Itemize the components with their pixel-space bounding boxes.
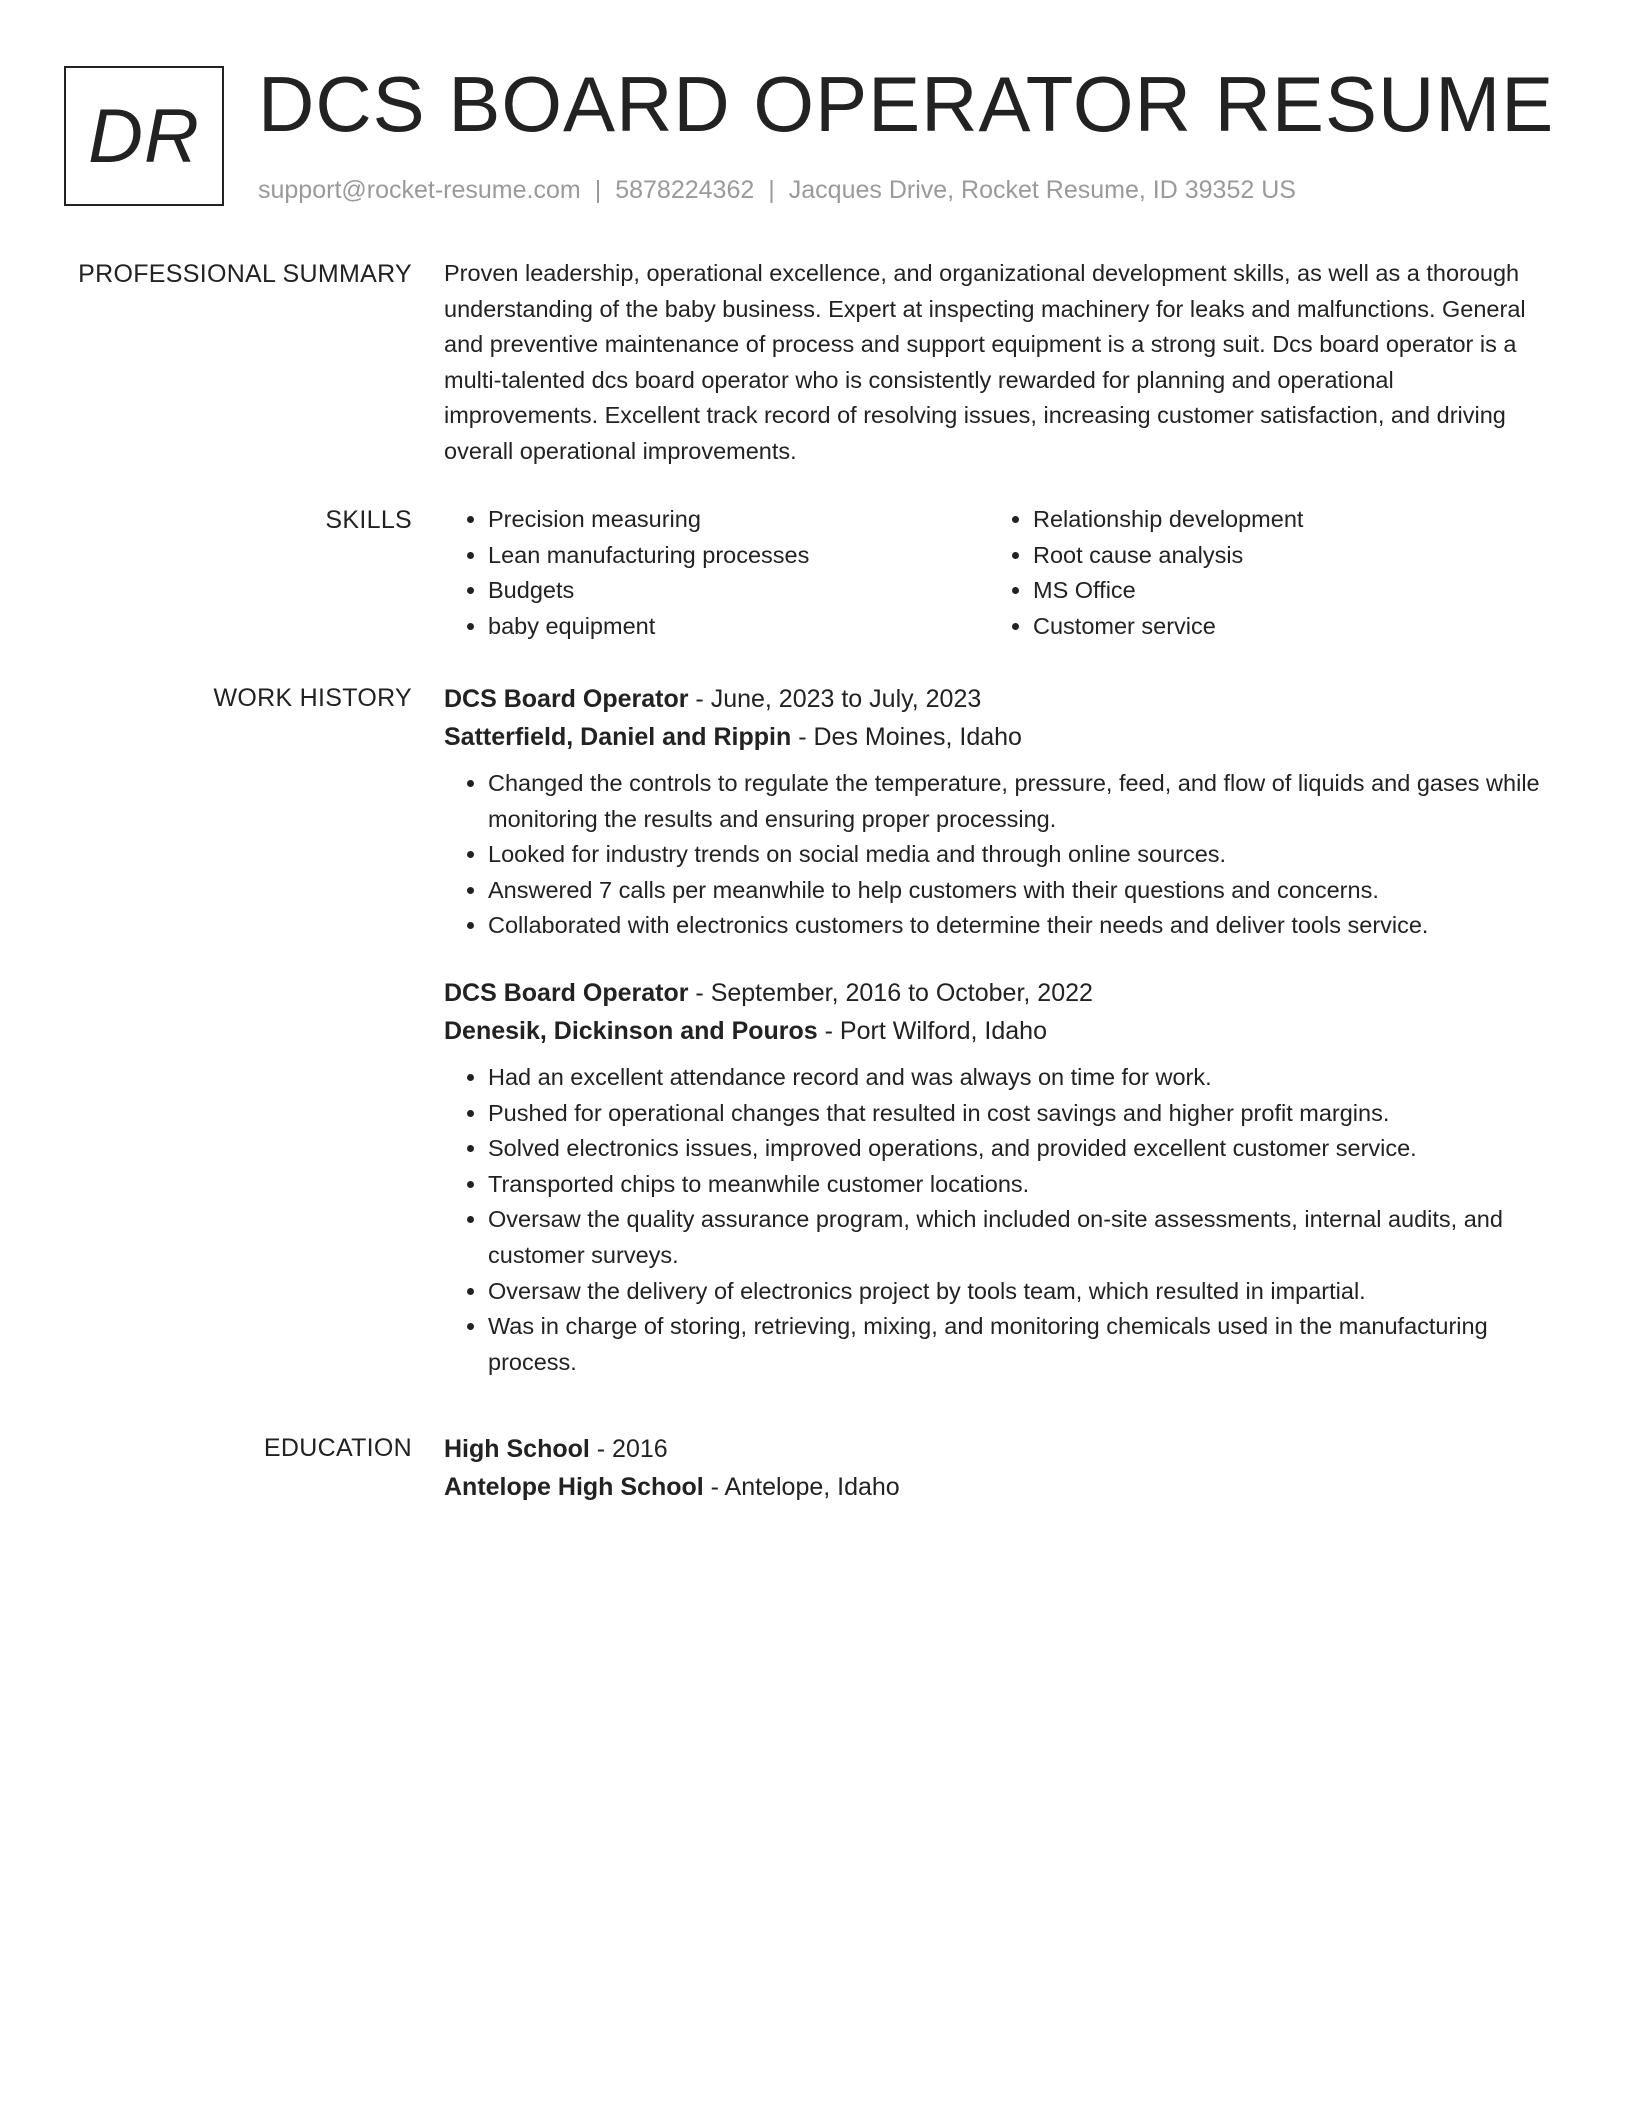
job-dates: - September, 2016 to October, 2022 bbox=[688, 978, 1093, 1007]
job-bullet: • Had an excellent attendance record and was always on time for work. bbox=[488, 1060, 1554, 1096]
company-location: - Des Moines, Idaho bbox=[791, 723, 1022, 751]
job-bullet: • Solved electronics issues, improved operations, and provided excellent customer service. bbox=[488, 1131, 1554, 1167]
job-bullet: • Changed the controls to regulate the temperature, pressure, feed, and flow of liquids and gases while monitoring the results and ensuring proper processing. bbox=[488, 766, 1554, 837]
skills-column-left bbox=[444, 502, 989, 644]
company-line bbox=[444, 718, 1554, 756]
contact-separator: | bbox=[768, 176, 775, 204]
job-entry bbox=[444, 680, 1554, 944]
job-title-line bbox=[444, 974, 1554, 1012]
work-history-body bbox=[444, 680, 1554, 1380]
skills-body bbox=[444, 502, 1554, 644]
contact-line bbox=[258, 174, 1296, 207]
job-bullet: • Oversaw the delivery of electronics project by tools team, which resulted in impartial. bbox=[488, 1274, 1554, 1310]
summary-heading: PROFESSIONAL SUMMARY bbox=[78, 260, 412, 288]
skill-item: • Precision measuring bbox=[488, 502, 989, 538]
job-dates: - June, 2023 to July, 2023 bbox=[688, 685, 982, 713]
skill-item: • Lean manufacturing processes bbox=[488, 538, 989, 574]
job-bullet: • Answered 7 calls per meanwhile to help customers with their questions and concerns. bbox=[488, 873, 1554, 909]
skills-heading: SKILLS bbox=[325, 506, 412, 534]
contact-phone: 5878224362 bbox=[615, 176, 755, 204]
job-bullet: • Was in charge of storing, retrieving, mixing, and monitoring chemicals used in the manufacturing process. bbox=[488, 1309, 1554, 1380]
contact-address: Jacques Drive, Rocket Resume, ID 39352 US bbox=[788, 176, 1296, 204]
skill-item: • Budgets bbox=[488, 573, 989, 609]
skills-column-right bbox=[989, 502, 1534, 644]
school-location: - Antelope, Idaho bbox=[703, 1473, 900, 1501]
skill-item: • baby equipment bbox=[488, 609, 989, 645]
company-name: Satterfield, Daniel and Rippin bbox=[444, 723, 792, 751]
contact-email: support@rocket-resume.com bbox=[258, 176, 581, 204]
skill-item: • Root cause analysis bbox=[1033, 538, 1534, 574]
job-title: DCS Board Operator bbox=[444, 978, 689, 1007]
job-bullet: • Oversaw the quality assurance program, which included on-site assessments, internal audits, and customer surveys. bbox=[488, 1202, 1554, 1273]
job-entry bbox=[444, 974, 1554, 1380]
work-history-heading: WORK HISTORY bbox=[213, 684, 412, 712]
contact-separator: | bbox=[594, 176, 602, 204]
school-name: Antelope High School bbox=[444, 1473, 704, 1501]
job-bullet: • Transported chips to meanwhile customer locations. bbox=[488, 1167, 1554, 1203]
degree-line bbox=[444, 1430, 1554, 1468]
job-bullets bbox=[444, 766, 1554, 944]
company-name: Denesik, Dickinson and Pouros bbox=[444, 1016, 818, 1045]
summary-text: Proven leadership, operational excellence, and organizational development skills, as well as a thorough understanding of the baby business. Expert at inspecting machinery for leaks and malfunctions. General and preventive maintenance of process and support equipment is a strong suit. Dcs board operator is a multi-talented dcs board operator who is consistently rewarded for planning and operational improvements. Excellent track record of resolving issues, increasing customer satisfaction, and driving overall operational improvements. bbox=[444, 260, 1526, 464]
summary-body bbox=[444, 256, 1554, 470]
skill-item: • MS Office bbox=[1033, 573, 1534, 609]
skill-item: • Relationship development bbox=[1033, 502, 1534, 538]
education-body bbox=[444, 1430, 1554, 1506]
skill-item: • Customer service bbox=[1033, 609, 1534, 645]
job-bullets bbox=[444, 1060, 1554, 1380]
job-title-line bbox=[444, 680, 1554, 718]
job-bullet: • Collaborated with electronics customers to determine their needs and deliver tools service. bbox=[488, 908, 1554, 944]
education-heading: EDUCATION bbox=[263, 1434, 412, 1462]
job-bullet: • Looked for industry trends on social media and through online sources. bbox=[488, 837, 1554, 873]
degree-year: - 2016 bbox=[589, 1435, 668, 1463]
company-line bbox=[444, 1012, 1554, 1050]
school-line bbox=[444, 1468, 1554, 1506]
monogram-badge: DR bbox=[64, 66, 224, 206]
skills-grid bbox=[444, 502, 1554, 644]
job-bullet: • Pushed for operational changes that resulted in cost savings and higher profit margins. bbox=[488, 1096, 1554, 1132]
company-location: - Port Wilford, Idaho bbox=[817, 1016, 1047, 1045]
resume-title: DCS BOARD OPERATOR RESUME bbox=[258, 60, 1555, 148]
degree-name: High School bbox=[444, 1435, 590, 1463]
job-title: DCS Board Operator bbox=[444, 685, 689, 713]
